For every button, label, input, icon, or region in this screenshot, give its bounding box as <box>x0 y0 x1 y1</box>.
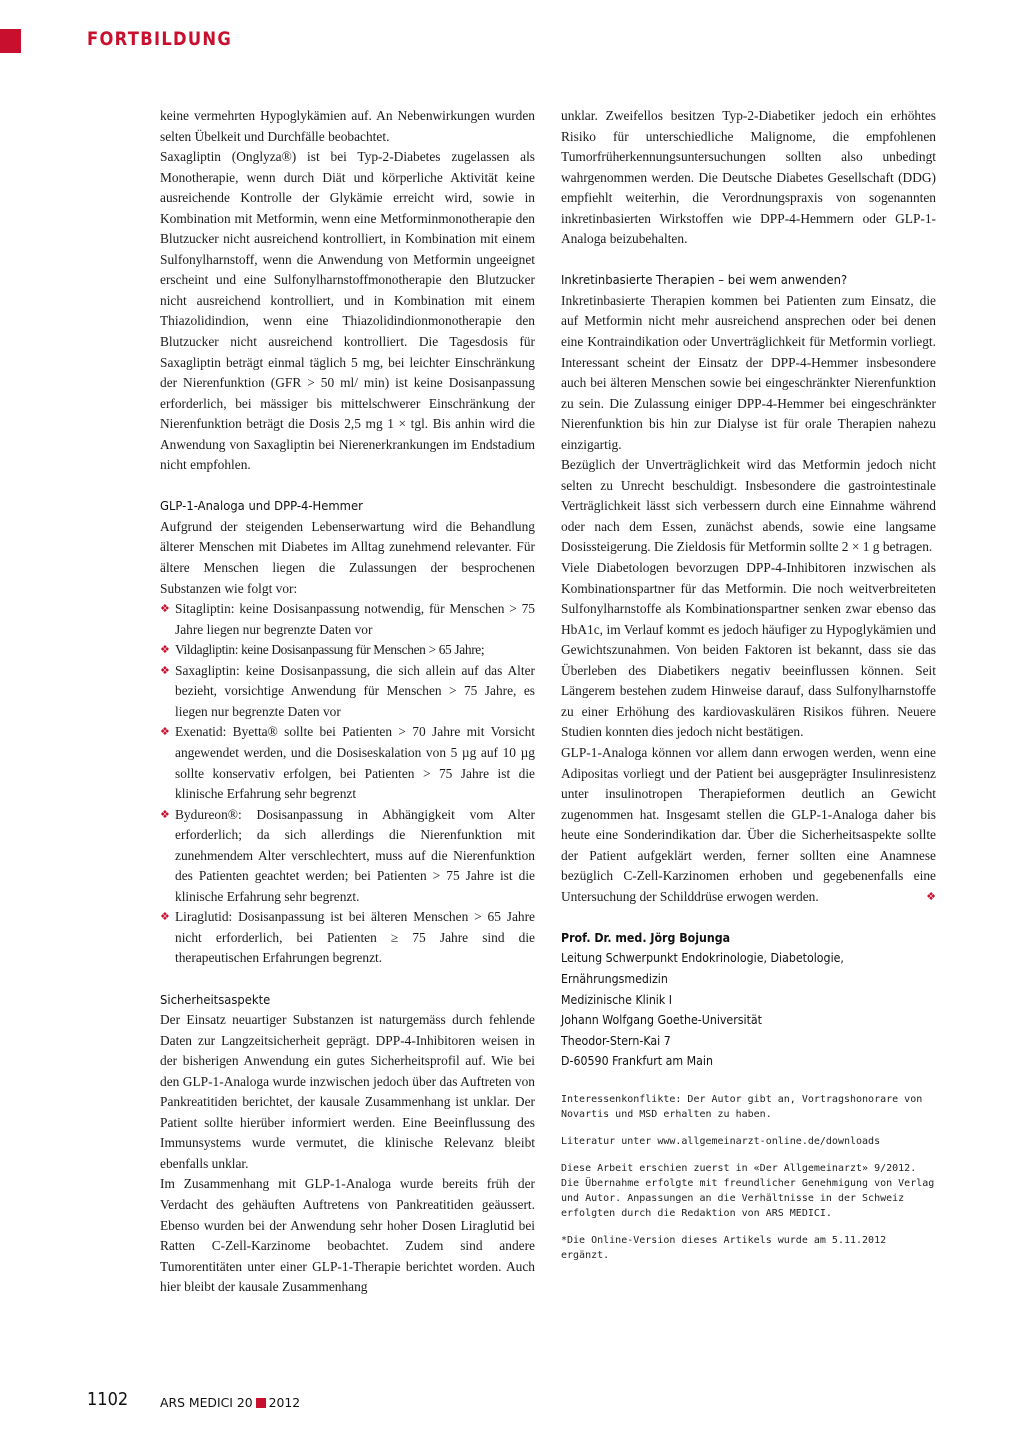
bullet-list <box>160 599 535 969</box>
paragraph: Viele Diabetologen bevorzugen DPP-4-Inhibitoren inzwischen als Kombinationspartner für das Metformin. Die noch weitverbreiteten Sulfonylharnstoffe als Kombinationspartner senken zwar ebenso das HbA1c, im Verlauf kommt es jedoch häufiger zu Hypoglykämien und Gewichtszunahmen. Von beiden Faktoren ist bekannt, dass sie das Überleben des Diabetikers negativ beeinflussen können. Seit Längerem bestehen zudem Hinweise darauf, dass Sulfonylharnstoffe zu einer Erhöhung des kardiovaskulären Risikos führen. Neuere Studien konnten dies jedoch nicht bestätigen. <box>561 560 936 740</box>
page-number: 1102 <box>87 1389 129 1410</box>
magazine-name: ARS MEDICI 20 <box>160 1395 253 1410</box>
list-item: ❖ Liraglutid: Dosisanpassung ist bei älteren Menschen > 65 Jahre nicht erforderlich, bei Patienten ≥ 75 Jahre sind die therapeutischen Erfahrungen begrenzt. <box>160 909 535 966</box>
author-line: Theodor-Stern-Kai 7 <box>561 1033 671 1048</box>
bullet-icon: ❖ <box>160 643 170 657</box>
paragraph-final: GLP-1-Analoga können vor allem dann erwogen werden, wenn eine Adipositas vorliegt und der Patient bei ausgeprägter Insulinresistenz unter insulinotropen Therapieformen deutlich an Gewicht zugenommen hat. Insgesamt stellen die GLP-1-Analoga daher bis heute eine Sonderindikation dar. Über die Sicherheitsaspekte sollte der Patient aufgeklärt werden, ferner sollten eine Anamnese bezüglich C-Zell-Karzinomen erhoben und gegebenenfalls eine Untersuchung der Schilddrüse erwogen werden. ❖ <box>561 743 936 907</box>
heading-inkretin: Inkretinbasierte Therapien – bei wem anwenden? <box>561 272 848 288</box>
paragraph: keine vermehrten Hypoglykämien auf. An Nebenwirkungen wurden selten Übelkeit und Durchfälle beobachtet. <box>160 108 535 144</box>
heading-sicherheit: Sicherheitsaspekte <box>160 991 271 1007</box>
paragraph: Im Zusammenhang mit GLP-1-Analoga wurde bereits früh der Verdacht des gehäuften Auftretens von Pankreatitiden geäussert. Ebenso wurden bei der Anwendung sehr hoher Dosen Liraglutid bei Ratten C-Zell-Karzinome beobachtet. Zudem sind andere Tumorentitäten unter einer GLP-1-Therapie berichtet worden. Auch hier bleibt der kausale Zusammenhang <box>160 1176 535 1295</box>
author-name: Prof. Dr. med. Jörg Bojunga <box>561 930 731 945</box>
publication-note: Diese Arbeit erschien zuerst in «Der Allgemeinarzt» 9/2012. Die Übernahme erfolgte mit freundlicher Genehmigung von Verlag und Autor. Anpassungen an die Verhältnisse in der Schweiz erfolgten durch die Redaktion von ARS MEDICI. <box>561 1162 935 1219</box>
bullet-icon: ❖ <box>160 725 170 739</box>
end-of-article-icon: ❖ <box>926 889 936 903</box>
header-accent-block <box>0 29 21 53</box>
author-line: Johann Wolfgang Goethe-Universität <box>561 1013 763 1028</box>
bullet-icon: ❖ <box>160 910 170 924</box>
author-block <box>561 928 936 1072</box>
literature-link[interactable]: Literatur unter www.allgemeinarzt-online.de/downloads <box>561 1135 881 1147</box>
bullet-icon: ❖ <box>160 663 170 677</box>
paragraph: Bezüglich der Unverträglichkeit wird das Metformin jedoch nicht selten zu Unrecht beschuldigt. Insbesondere die gastrointestinale Verträglichkeit lässt sich verbessern durch eine Einnahme während oder nach dem Essen, zunächst abends, sowie eine langsame Dosissteigerung. Die Zieldosis für Metformin sollte 2 × 1 g betragen. <box>561 457 936 555</box>
bullet-icon: ❖ <box>160 807 170 821</box>
section-title: FORTBILDUNG <box>87 28 233 50</box>
left-column <box>160 106 535 1298</box>
magazine-year: 2012 <box>268 1395 301 1410</box>
paragraph: Inkretinbasierte Therapien kommen bei Patienten zum Einsatz, die auf Metformin nicht mehr ausreichend ansprechen oder bei denen eine Kontraindikation oder Unverträglichkeit für Metformin vorliegt. Interessant scheint der Einsatz der DPP-4-Hemmer insbesondere auch bei älteren Menschen sowie bei eingeschränkter Nierenfunktion zu sein. Die Zulassung einiger DPP-4-Hemmer bei eingeschränkter Nierenfunktion bis hin zur Dialyse ist für orale Therapien nahezu einzigartig. <box>561 292 936 452</box>
list-item: ❖ Exenatid: Byetta® sollte bei Patienten > 70 Jahre mit Vorsicht angewendet werden, und die Dosiseskalation von 5 µg auf 10 µg sollte konservativ erfolgen, bei Patienten > 75 Jahre ist die klinische Erfahrung sehr begrenzt <box>160 724 535 802</box>
paragraph: Der Einsatz neuartiger Substanzen ist naturgemäss durch fehlende Daten zur Langzeitsicherheit geprägt. DPP-4-Inhibitoren weisen in der bisherigen Anwendung ein gutes Sicherheitsprofil auf. Wie bei den GLP-1-Analoga wurde inzwischen jedoch über das Auftreten von Pankreatitiden berichtet, der kausale Zusammenhang ist unklar. Der Patient sollte hierüber informiert werden. Eine Beeinflussung des Immunsystems wurde vermutet, die klinische Relevanz bleibt ebenfalls unklar. <box>160 1012 535 1171</box>
footer-square-icon <box>256 1398 266 1408</box>
right-column <box>561 106 936 1263</box>
paragraph: Aufgrund der steigenden Lebenserwartung wird die Behandlung älterer Menschen mit Diabetes im Alltag zunehmend relevanter. Für ältere Menschen liegen die Zulassungen der besprochenen Substanzen wie folgt vor: <box>160 518 535 596</box>
conflict-note: Interessenkonflikte: Der Autor gibt an, Vortragshonorare von Novartis und MSD erhalten zu haben. <box>561 1093 923 1120</box>
list-item: ❖ Saxagliptin: keine Dosisanpassung, die sich allein auf das Alter bezieht, vorsichtige Anwendung für Menschen > 75 Jahre, es liegen nur begrenzte Daten vor <box>160 662 535 719</box>
heading-glp: GLP-1-Analoga und DPP-4-Hemmer <box>160 498 363 514</box>
magazine-footer <box>160 1395 300 1410</box>
list-item: ❖ Vildagliptin: keine Dosisanpassung für Menschen > 65 Jahre; <box>160 640 535 661</box>
author-line: D-60590 Frankfurt am Main <box>561 1054 714 1069</box>
author-line: Medizinische Klinik I <box>561 992 673 1007</box>
paragraph: unklar. Zweifellos besitzen Typ-2-Diabetiker jedoch ein erhöhtes Risiko für unterschiedliche Malignome, die empfohlenen Tumorfrüherkennungsuntersuchungen sollten also unbedingt wahrgenommen werden. Die Deutsche Diabetes Gesellschaft (DDG) empfiehlt weiterhin, die Verordnungspraxis von sogenannten inkretinbasierten Wirkstoffen wie DPP-4-Hemmern oder GLP-1-Analoga beizubehalten. <box>561 108 936 247</box>
list-item: ❖ Bydureon®: Dosisanpassung in Abhängigkeit vom Alter erforderlich; da sich allerdings die Nierenfunktion mit zunehmendem Alter verschlechtert, muss auf die Nierenfunktion des Patienten geachtet werden; bei Patienten > 75 Jahre ist die klinische Erfahrung sehr begrenzt. <box>160 806 535 904</box>
bullet-icon: ❖ <box>160 602 170 616</box>
author-line: Ernährungsmedizin <box>561 971 668 986</box>
paragraph: Saxagliptin (Onglyza®) ist bei Typ-2-Diabetes zugelassen als Monotherapie, wenn durch Diät und körperliche Aktivität keine ausreichende Kontrolle der Glykämie erreicht wird, sowie in Kombination mit Metformin, wenn eine Metforminmonotherapie den Blutzucker nicht ausreichend kontrolliert, in Kombination mit einem Sulfonylharnstoff, wenn die Anwendung von Metformin ungeeignet erscheint und eine Sulfonylharnstoffmonotherapie den Blutzucker nicht ausreichend kontrolliert, und in Kombination mit einem Thiazolidindion, wenn eine Thiazolidindionmonotherapie den Blutzucker nicht ausreichend kontrolliert. Die Tagesdosis für Saxagliptin beträgt einmal täglich 5 mg, bei leichter Einschränkung der Nierenfunktion (GFR > 50 ml/ min) ist keine Dosisanpassung erforderlich, bei mässiger bis mittelschwerer Einschränkung der Nierenfunktion beträgt die Dosis 2,5 mg 1 × tgl. Bis anhin wird die Anwendung von Saxagliptin bei Nierenerkrankungen im Endstadium nicht empfohlen. <box>160 149 535 473</box>
list-item: ❖ Sitagliptin: keine Dosisanpassung notwendig, für Menschen > 75 Jahre liegen nur begrenzte Daten vor <box>160 601 535 637</box>
author-line: Leitung Schwerpunkt Endokrinologie, Diabetologie, <box>561 951 844 966</box>
online-note: *Die Online-Version dieses Artikels wurde am 5.11.2012 ergänzt. <box>561 1234 887 1261</box>
